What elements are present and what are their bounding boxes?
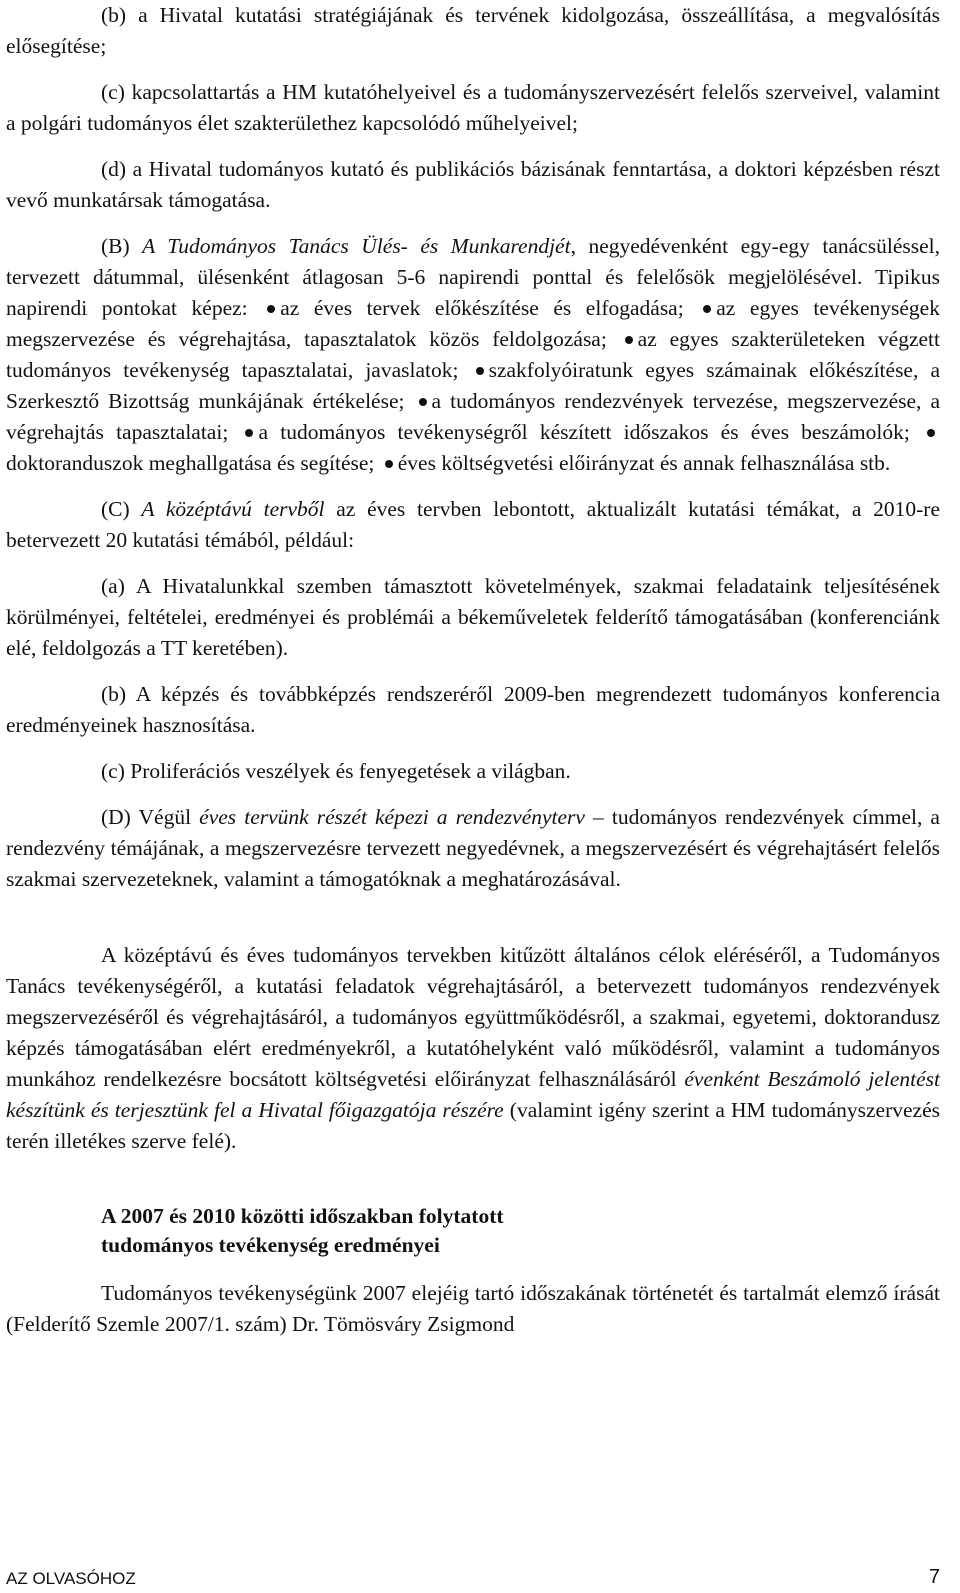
footer-section-label: AZ OLVASÓHOZ bbox=[6, 1569, 136, 1588]
bullet-icon bbox=[245, 429, 253, 437]
paragraph-c2: (c) Proliferációs veszélyek és fenyegetések a világban. bbox=[101, 759, 571, 783]
paragraph-b1: (b) a Hivatal kutatási stratégiájának és tervének kidolgozása, összeállítása, a megvalósítás elősegítése; bbox=[6, 3, 940, 58]
bullet-icon bbox=[419, 398, 427, 406]
agenda-item: szakfolyóiratunk egyes számainak előkészítése, a Szerkesztő Bizottság munkájának értékelése; bbox=[6, 358, 941, 413]
paragraph-D bbox=[6, 802, 940, 895]
agenda-item: az éves tervek előkészítése és elfogadása; bbox=[280, 296, 684, 320]
paragraph-D-title: éves tervünk részét képezi a rendezvényterv bbox=[199, 805, 585, 829]
paragraph-B bbox=[6, 231, 940, 479]
summary-text: A középtávú és éves tudományos tervekben kitűzött általános célok eléréséről, a Tudományos Tanács tevékenységéről, a kutatási feladatok végrehajtásáról, a betervezett tudományos rendezvények megszervezéséről és végrehajtásáról, a tudományos együttműködésről, a szakmai, egyetemi, doktorandusz képzés támogatásában elért eredményekről, a kutatóhelyként való működésről, valamint a tudományos munkához rendelkezésre bocsátott költségvetési előirányzat felhasználásáról bbox=[6, 943, 940, 1091]
paragraph-D-prefix: (D) Végül bbox=[101, 805, 200, 829]
paragraph-a2: (a) A Hivatalunkkal szemben támasztott követelmények, szakmai feladataink teljesítésének körülményei, feltételei, eredményei és problémái a békeműveletek felderítő támogatásában (konferenciánk elé, feldolgozás a TT keretében). bbox=[6, 574, 940, 660]
paragraph-C-text: az éves tervben lebontott, aktualizált kutatási témákat, a 2010-re betervezett 20 kutatási témából, például: bbox=[6, 497, 940, 552]
paragraph-B-intro: , negyedévenként egy-egy tanácsüléssel, tervezett dátummal, ülésenként átlagosan 5-6 napirendi ponttal és felelősök megjelölésével. Tipikus napirendi pontokat képez: bbox=[6, 234, 940, 320]
section-heading bbox=[6, 1202, 940, 1260]
agenda-item: a tudományos tevékenységről készített időszakos és éves beszámolók; bbox=[258, 420, 910, 444]
paragraph-B-title: A Tudományos Tanács Ülés- és Munkarendjét bbox=[142, 234, 571, 258]
paragraph-D-text: – tudományos rendezvények címmel, a rendezvény témájának, a megszervezésre tervezett negyedévnek, a megszervezésért és végrehajtásért felelős szakmai szervezeteknek, valamint a támogatóknak a meghatározásával. bbox=[6, 805, 940, 891]
bullet-icon bbox=[267, 305, 275, 313]
page-number: 7 bbox=[928, 1566, 940, 1588]
section-heading-line1: A 2007 és 2010 közötti időszakban folytatott bbox=[101, 1204, 504, 1228]
paragraph-C-prefix: (C) bbox=[101, 497, 142, 521]
bullet-icon bbox=[927, 429, 935, 437]
bullet-icon bbox=[385, 460, 393, 468]
paragraph-C-title: A középtávú tervből bbox=[141, 497, 325, 521]
bullet-icon bbox=[476, 367, 484, 375]
summary-tail: (valamint igény szerint a HM tudományszervezés terén illetékes szerve felé). bbox=[6, 1098, 941, 1153]
paragraph-summary bbox=[6, 940, 940, 1157]
paragraph-last: Tudományos tevékenységünk 2007 elejéig tartó időszakának történetét és tartalmát elemző írását (Felderítő Szemle 2007/1. szám) Dr. Tömösváry Zsigmond bbox=[6, 1281, 940, 1336]
agenda-item: a tudományos rendezvények tervezése, megszervezése, a végrehajtás tapasztalatai; bbox=[6, 389, 941, 444]
paragraph-c1: (c) kapcsolattartás a HM kutatóhelyeivel és a tudományszervezésért felelős szerveivel, valamint a polgári tudományos élet szakterülethez kapcsolódó műhelyeivel; bbox=[6, 80, 940, 135]
paragraph-d1: (d) a Hivatal tudományos kutató és publikációs bázisának fenntartása, a doktori képzésben részt vevő munkatársak támogatása. bbox=[6, 157, 940, 212]
document-page bbox=[6, 0, 940, 1355]
paragraph-B-prefix: (B) bbox=[101, 234, 143, 258]
paragraph-b2: (b) A képzés és továbbképzés rendszeréről 2009-ben megrendezett tudományos konferencia eredményeinek hasznosítása. bbox=[6, 682, 940, 737]
agenda-item: éves költségvetési előirányzat és annak felhasználása stb. bbox=[397, 451, 891, 475]
agenda-item: doktoranduszok meghallgatása és segítése; bbox=[6, 451, 375, 475]
section-heading-line2: tudományos tevékenység eredményei bbox=[101, 1233, 440, 1257]
agenda-item: az egyes tevékenységek megszervezése és végrehajtása, tapasztalatok közös feldolgozása; bbox=[6, 296, 940, 351]
agenda-item: az egyes szakterületeken végzett tudományos tevékenység tapasztalatai, javaslatok; bbox=[6, 327, 940, 382]
summary-emphasis: évenként Beszámoló jelentést készítünk és terjesztünk fel a Hivatal főigazgatója részére bbox=[6, 1067, 940, 1122]
paragraph-C bbox=[6, 494, 940, 556]
bullet-icon bbox=[703, 305, 711, 313]
bullet-icon bbox=[625, 336, 633, 344]
